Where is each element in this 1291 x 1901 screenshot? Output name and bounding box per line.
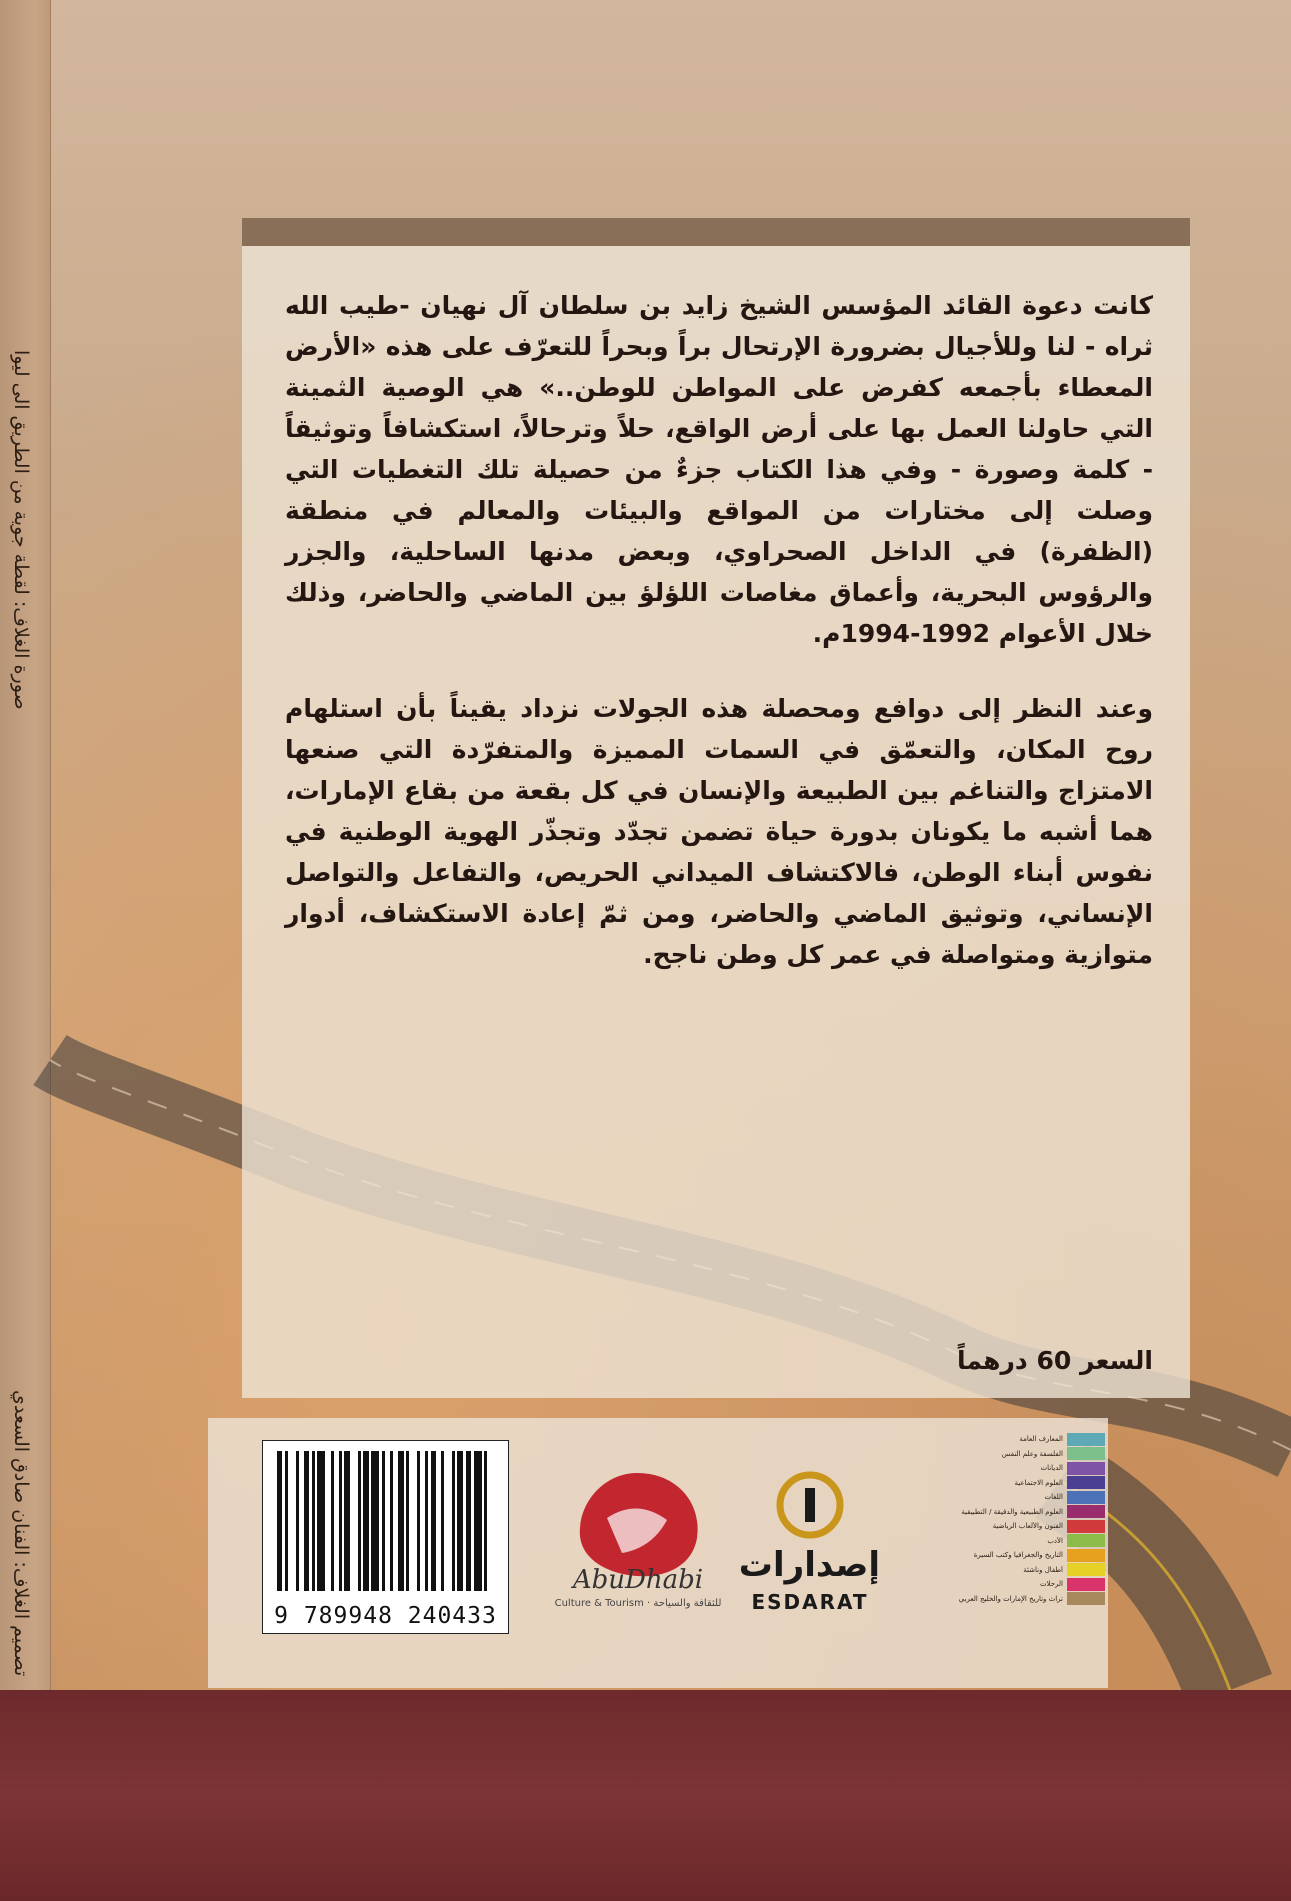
category-row: [955, 1447, 1105, 1462]
category-color-swatch: [1067, 1520, 1105, 1533]
panel-top-band: [242, 218, 1190, 246]
category-label: الرحلات: [1039, 1580, 1063, 1589]
category-row: [955, 1592, 1105, 1607]
isbn-barcode: [262, 1440, 509, 1634]
category-color-swatch: [1067, 1563, 1105, 1576]
category-row: [955, 1534, 1105, 1549]
category-row: [955, 1577, 1105, 1592]
category-label: تراث وتاريخ الإمارات والخليج العربي: [958, 1594, 1063, 1603]
barcode-bar: [444, 1451, 452, 1591]
book-spine: [0, 0, 51, 1690]
category-label: الديانات: [1040, 1464, 1063, 1473]
price-label: السعر 60 درهماً: [957, 1346, 1153, 1375]
category-color-swatch: [1067, 1592, 1105, 1605]
category-color-swatch: [1067, 1447, 1105, 1460]
category-row: [955, 1490, 1105, 1505]
category-color-swatch: [1067, 1462, 1105, 1475]
barcode-bar: [474, 1451, 482, 1591]
category-row: [955, 1461, 1105, 1476]
category-label: اللغات: [1044, 1493, 1063, 1502]
category-color-swatch: [1067, 1476, 1105, 1489]
barcode-bar: [371, 1451, 379, 1591]
category-label: الأدب: [1047, 1536, 1063, 1545]
category-label: أطفال وناشئة: [1023, 1565, 1063, 1574]
category-row: [955, 1476, 1105, 1491]
barcode-bars: [277, 1451, 493, 1591]
cover-design-credit: تصميم الغلاف: الفنان صادق السعدي: [10, 1390, 32, 1677]
category-row: [955, 1432, 1105, 1447]
category-label: التاريخ والجغرافيا وكتب السيرة: [973, 1551, 1063, 1560]
category-label: العلوم الطبيعية والدقيقة / التطبيقية: [961, 1507, 1063, 1516]
blurb-paragraph-2: وعند النظر إلى دوافع ومحصلة هذه الجولات نزداد يقيناً بأن استلهام روح المكان، والتعمّق في السمات المميزة والمتفرّدة التي صنعها الامتزاج والتناغم بين الطبيعة والإنسان في كل بقعة من بقاع الإمارات، هما أشبه ما يكونان بدورة حياة تضمن تجدّد وتجذّر الهوية الوطنية في نفوس أبناء الوطن، فالاكتشاف الميداني الحريص، والتفاعل والتواصل الإنساني، وتوثيق الماضي والحاضر، ومن ثمّ إعادة الاستكشاف، أدوار متوازية ومتواصلة في عمر كل وطن ناجح.: [285, 694, 1153, 969]
barcode-bar: [317, 1451, 325, 1591]
barcode-bar: [487, 1451, 492, 1591]
category-color-swatch: [1067, 1505, 1105, 1518]
category-color-swatch: [1067, 1433, 1105, 1446]
abu-dhabi-wordmark: AbuDhabi: [572, 1565, 704, 1595]
category-color-swatch: [1067, 1549, 1105, 1562]
barcode-bar: [350, 1451, 358, 1591]
category-row: [955, 1548, 1105, 1563]
esdarat-english-name: ESDARAT: [751, 1590, 869, 1614]
bottom-maroon-band: [0, 1690, 1291, 1901]
category-color-swatch: [1067, 1491, 1105, 1504]
category-label: الفلسفة وعلم النفس: [1001, 1449, 1063, 1458]
category-color-legend: [955, 1432, 1105, 1606]
category-label: المعارف العامة: [1019, 1435, 1063, 1444]
category-color-swatch: [1067, 1534, 1105, 1547]
back-cover-blurb: [285, 285, 1153, 1009]
category-row: [955, 1505, 1105, 1520]
blurb-paragraph-1: كانت دعوة القائد المؤسس الشيخ زايد بن سلطان آل نهيان -طيب الله ثراه - لنا وللأجيال بضرورة الإرتحال براً وبحراً للتعرّف على هذه «الأرض المعطاء بأجمعه كفرض على المواطن للوطن..» هي الوصية الثمينة التي حاولنا العمل بها على أرض الواقع، حلاً وترحالاً، استكشافاً وتوثيقاً - كلمة وصورة - وفي هذا الكتاب جزءٌ من حصيلة تلك التغطيات التي وصلت إلى مختارات من المواقع والبيئات والمعالم في منطقة (الظفرة) في الداخل الصحراوي، وبعض مدنها الساحلية، والجزر والرؤوس البحرية، وأعماق مغاصات اللؤلؤ بين الماضي والحاضر، وذلك خلال الأعوام 1992-1994م.: [285, 291, 1153, 648]
esdarat-arabic-name: إصدارات: [738, 1545, 880, 1585]
cover-photo-credit: صورة الغلاف: لقطة جوية من الطريق الى ليوا: [10, 350, 32, 710]
barcode-bar: [288, 1451, 296, 1591]
abu-dhabi-tagline: Culture & Tourism · للثقافة والسياحة: [554, 1598, 722, 1609]
barcode-bar: [409, 1451, 417, 1591]
category-row: [955, 1519, 1105, 1534]
category-row: [955, 1563, 1105, 1578]
isbn-number: 9 789948 240433: [274, 1603, 497, 1629]
category-label: العلوم الاجتماعية: [1014, 1478, 1063, 1487]
category-color-swatch: [1067, 1578, 1105, 1591]
category-label: الفنون والألعاب الرياضية: [992, 1522, 1063, 1531]
